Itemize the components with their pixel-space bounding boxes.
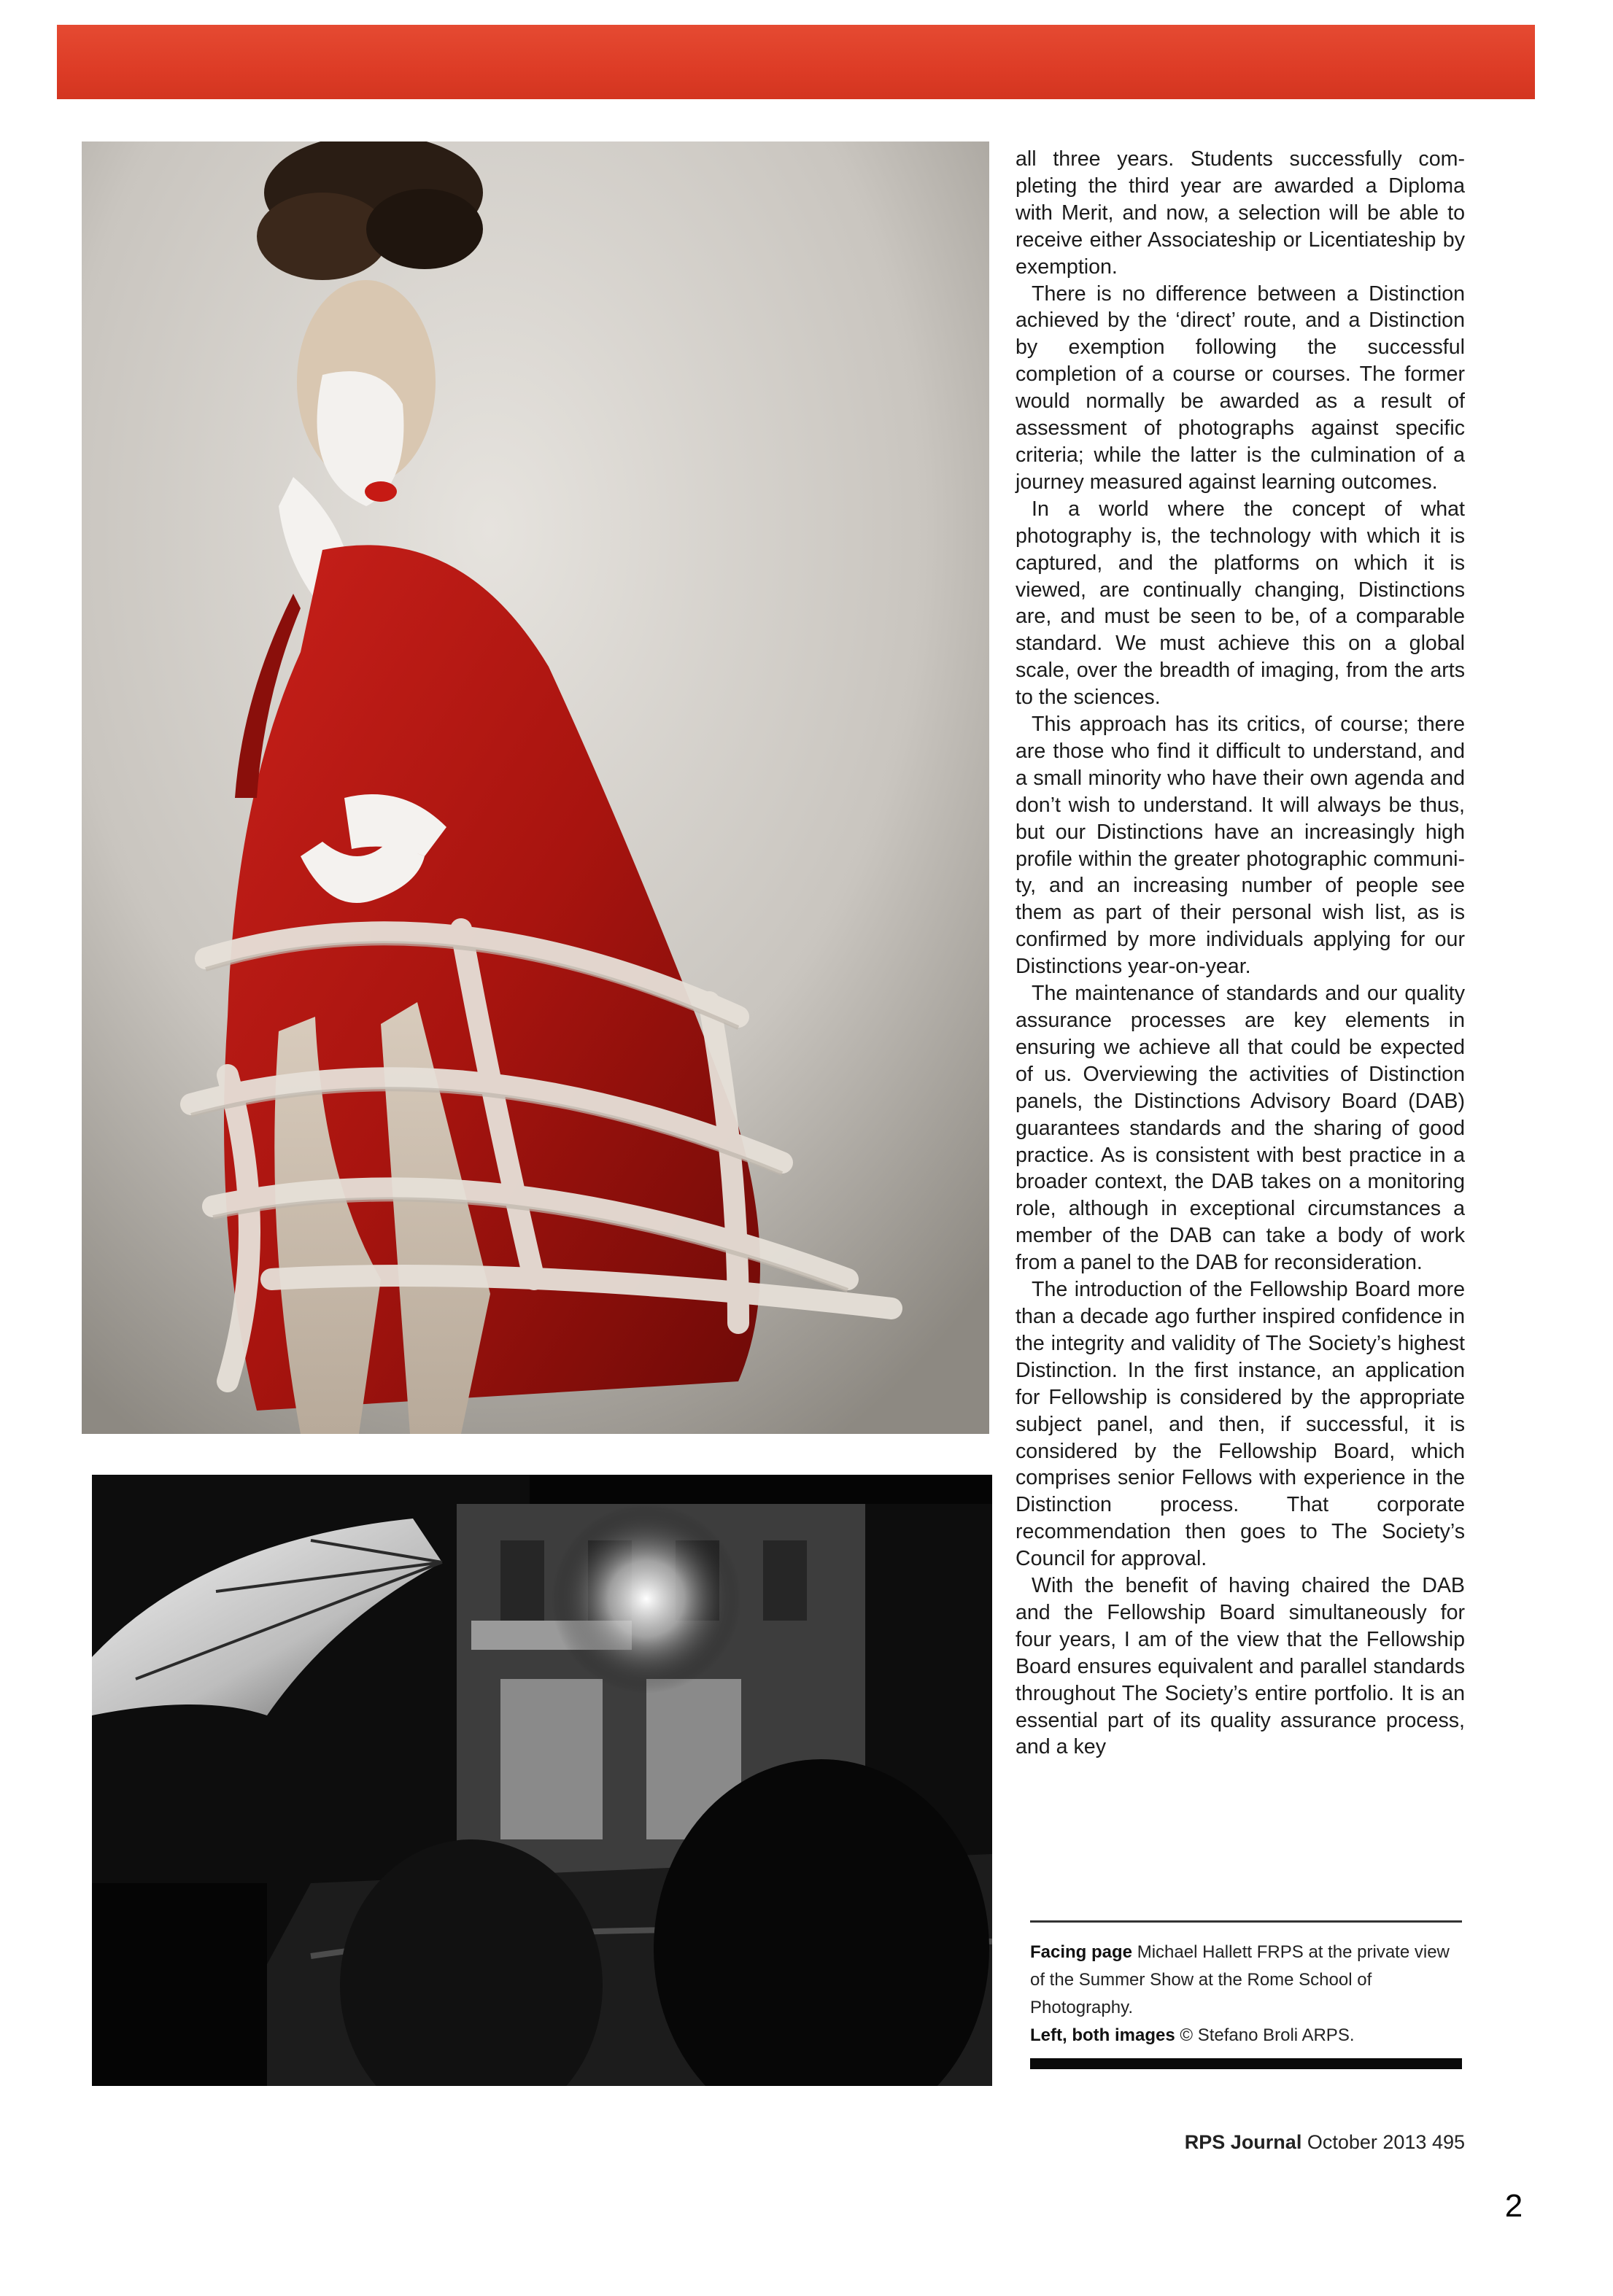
caption-top-rule <box>1030 1920 1462 1923</box>
article-paragraph: There is no difference between a Distinction achieved by the ‘direct’ route, and a Distinction by exemption following the successful completion of a course or courses. The former would normally be awarded as a result of assessment of photographs against specific criteria; while the latter is the culmination of a journey measured against learning outcomes. <box>1016 282 1465 494</box>
caption-facing-text: Michael Hallett FRPS at the private view of the Summer Show at the Rome School of Photography. <box>1030 1942 1450 2017</box>
caption-left-text: © Stefano Broli ARPS. <box>1175 2025 1355 2045</box>
footer-issue: October 2013 495 <box>1301 2131 1465 2153</box>
header-accent-bar <box>57 25 1535 99</box>
page-footer <box>1182 2131 1465 2154</box>
footer-journal: RPS Journal <box>1184 2131 1302 2153</box>
page-number: 2 <box>1504 2188 1523 2224</box>
article-paragraph: all three years. Students successfully completing the third year are awarded a Diploma with Merit, and now, a selection will be able to receive either Associateship or Licentiateship by exemption. <box>1016 147 1465 279</box>
caption-bottom-rule <box>1030 2058 1462 2069</box>
caption-left-label: Left, both images <box>1030 2025 1175 2045</box>
caption-facing-label: Facing page <box>1030 1942 1133 1962</box>
fashion-photo <box>82 141 989 1434</box>
street-photo <box>92 1475 992 2086</box>
article-paragraph: The maintenance of standards and our quality assurance processes are key elements in ensuring we achieve all that could be expected of us. Overviewing the activities of Distinction panels, the Distinctions Advisory Board (DAB) guarantees standards and the sharing of good practice. As is consistent with best practice in a broader context, the DAB takes on a monitoring role, although in exceptional circumstances a member of the DAB can take a body of work from a panel to the DAB for reconsideration. <box>1016 982 1465 1275</box>
article-paragraph: The introduction of the Fellowship Board more than a decade ago further inspired confidence in the integrity and validity of The Society’s highest Distinction. In the first instance, an application for Fellowship is considered by the appropriate subject panel, and then, if successful, it is considered by the Fellowship Board, which comprises senior Fellows with experience in the Distinction process. That corporate recommendation then goes to The Society’s Council for approval. <box>1016 1278 1465 1571</box>
article-body <box>1016 146 1465 1761</box>
article-paragraph: With the benefit of having chaired the DAB and the Fellowship Board simultaneously for four years, I am of the view that the Fellowship Board ensures equivalent and parallel standards throughout The Society’s entire portfolio. It is an essential part of its quality assurance process, and a key <box>1016 1574 1465 1759</box>
photo-caption <box>1030 1939 1465 2049</box>
article-paragraph: This approach has its critics, of course; there are those who find it difficult to understand, and a small minority who have their own agenda and don’t wish to understand. It will always be thus, but our Distinctions have an increasingly high profile within the greater photographic community, and an increasing number of people see them as part of their personal wish list, as is confirmed by more individuals applying for our Distinctions year-on-year. <box>1016 713 1465 979</box>
article-paragraph: In a world where the concept of what photography is, the technology with which it is captured, and the platforms on which it is viewed, are continually changing, Distinctions are, and must be seen to be, of a comparable standard. We must achieve this on a global scale, over the breadth of imaging, from the arts to the sciences. <box>1016 497 1465 710</box>
